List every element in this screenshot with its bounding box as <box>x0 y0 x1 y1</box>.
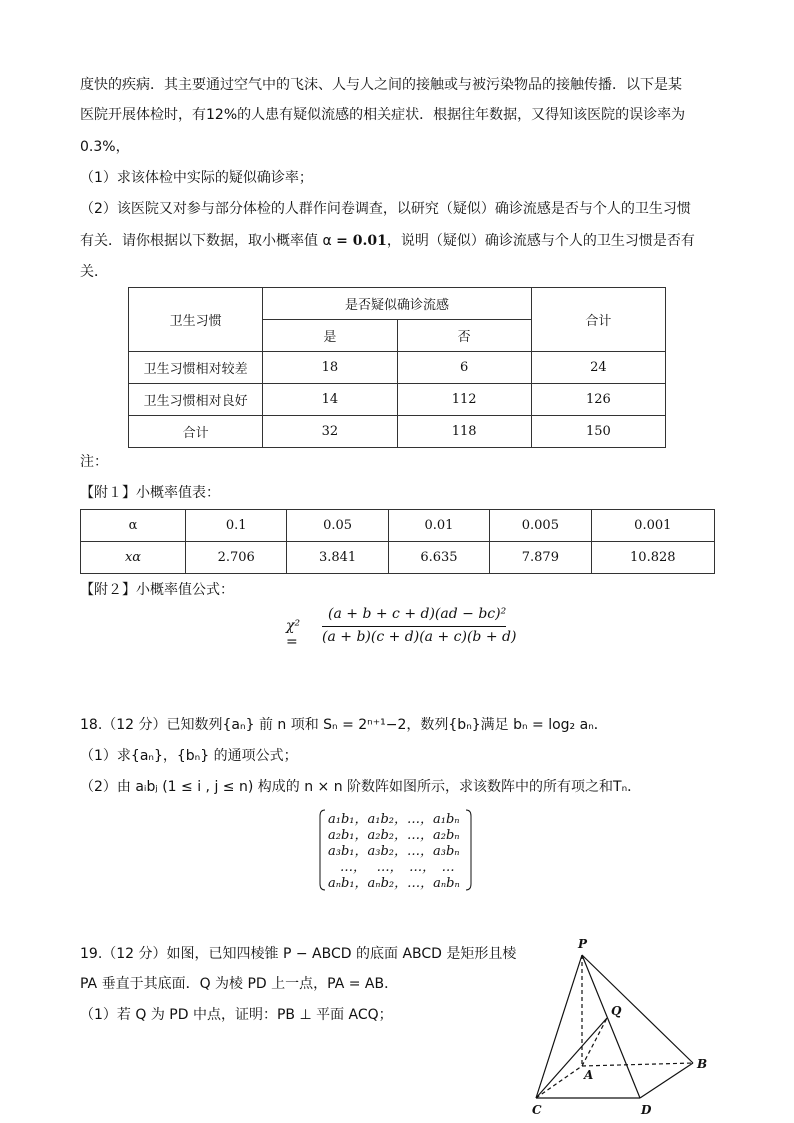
header-no: 否 <box>397 320 531 352</box>
matrix-row: a₂b₁，a₂b₂，…，a₂bₙ <box>328 828 460 843</box>
alpha-cell: 0.1 <box>186 510 287 542</box>
q19-stem: 19.（12 分）如图，已知四棱锥 P − ABCD 的底面 ABCD 是矩形且棱 <box>80 946 517 962</box>
row-label: 卫生习惯相对较差 <box>129 352 263 384</box>
q19-stem-cont: PA 垂直于其底面．Q 为棱 PD 上一点，PA = AB． <box>80 976 399 992</box>
text-line-7: 关． <box>80 264 108 280</box>
matrix-row: …， …， …， … <box>340 860 455 875</box>
cell-no: 118 <box>397 416 531 448</box>
text-line-6c: ，说明（疑似）确诊流感与个人的卫生习惯是否有 <box>386 233 695 249</box>
x-cell: 7.879 <box>490 542 591 574</box>
cell-yes: 18 <box>263 352 397 384</box>
header-group: 是否疑似确诊流感 <box>263 288 532 320</box>
fraction-bar <box>322 626 506 627</box>
cell-total: 150 <box>531 416 665 448</box>
x-cell: 10.828 <box>591 542 714 574</box>
cell-yes: 14 <box>263 384 397 416</box>
cell-total: 126 <box>531 384 665 416</box>
row-label-alpha: α <box>81 510 186 542</box>
cell-no: 112 <box>397 384 531 416</box>
alpha-cell: 0.05 <box>287 510 388 542</box>
q19-part1: （1）若 Q 为 PD 中点，证明：PB ⊥ 平面 ACQ； <box>80 1007 393 1023</box>
label-C: C <box>532 1103 542 1117</box>
formula-lhs: χ² = <box>286 618 301 650</box>
x-cell: 2.706 <box>186 542 287 574</box>
label-Q: Q <box>611 1004 622 1018</box>
table-row <box>129 352 666 384</box>
note-label: 注： <box>80 454 108 470</box>
matrix-row: a₃b₁，a₃b₂，…，a₃bₙ <box>328 844 460 859</box>
header-total: 合计 <box>531 288 665 352</box>
formula-numerator: (a + b + c + d)(ad − bc)² <box>328 606 507 622</box>
label-P: P <box>578 937 588 951</box>
table-row <box>129 384 666 416</box>
appendix-1-title: 【附１】小概率值表： <box>80 485 220 501</box>
table-row <box>81 510 715 542</box>
label-A: A <box>584 1068 594 1082</box>
cell-yes: 32 <box>263 416 397 448</box>
q18-part2: （2）由 aᵢbⱼ (1 ≤ i , j ≤ n) 构成的 n × n 阶数阵如图所示，求该数阵中的所有项之和Tₙ． <box>80 779 642 795</box>
row-label-x: xα <box>81 542 186 574</box>
row-label: 卫生习惯相对良好 <box>129 384 263 416</box>
alpha-cell: 0.001 <box>591 510 714 542</box>
table-row <box>129 416 666 448</box>
probability-table <box>80 509 715 574</box>
text-line-1: 度快的疾病．其主要通过空气中的飞沫、人与人之间的接触或与被污染物品的接触传播．以下是某 <box>80 77 682 93</box>
text-line-4: （1）求该体检中实际的疑似确诊率； <box>80 170 313 186</box>
x-cell: 3.841 <box>287 542 388 574</box>
pyramid-figure <box>520 933 760 1123</box>
formula-denominator: (a + b)(c + d)(a + c)(b + d) <box>322 629 517 645</box>
matrix-row: aₙb₁，aₙb₂，…，aₙbₙ <box>328 876 460 891</box>
alpha-cell: 0.005 <box>490 510 591 542</box>
text-line-2: 医院开展体检时，有12%的人患有疑似流感的相关症状．根据往年数据，又得知该医院的误诊率为 <box>80 107 686 123</box>
text-line-6 <box>80 231 695 251</box>
text-line-5: （2）该医院又对参与部分体检的人群作问卷调查，以研究（疑似）确诊流感是否与个人的卫生习惯 <box>80 201 691 217</box>
x-cell: 6.635 <box>388 542 489 574</box>
label-D: D <box>641 1103 652 1117</box>
contingency-table <box>128 287 666 448</box>
cell-no: 6 <box>397 352 531 384</box>
matrix <box>318 808 473 892</box>
header-habit: 卫生习惯 <box>129 288 263 352</box>
appendix-2-title: 【附２】小概率值公式： <box>80 582 234 598</box>
alpha-cell: 0.01 <box>388 510 489 542</box>
text-line-6a: 有关．请你根据以下数据，取小概率值 α <box>80 233 337 249</box>
q18-stem: 18.（12 分）已知数列{aₙ} 前 n 项和 Sₙ = 2ⁿ⁺¹−2，数列{bₙ}满足 bₙ = log₂ aₙ． <box>80 717 608 733</box>
row-label: 合计 <box>129 416 263 448</box>
label-B: B <box>697 1057 708 1071</box>
q18-part1: （1）求{aₙ}，{bₙ} 的通项公式； <box>80 748 298 764</box>
matrix-row: a₁b₁，a₁b₂，…，a₁bₙ <box>328 812 460 827</box>
cell-total: 24 <box>531 352 665 384</box>
text-line-3: 0.3%， <box>80 139 130 155</box>
header-yes: 是 <box>263 320 397 352</box>
alpha-value: = 0.01 <box>336 233 387 249</box>
table-row <box>81 542 715 574</box>
